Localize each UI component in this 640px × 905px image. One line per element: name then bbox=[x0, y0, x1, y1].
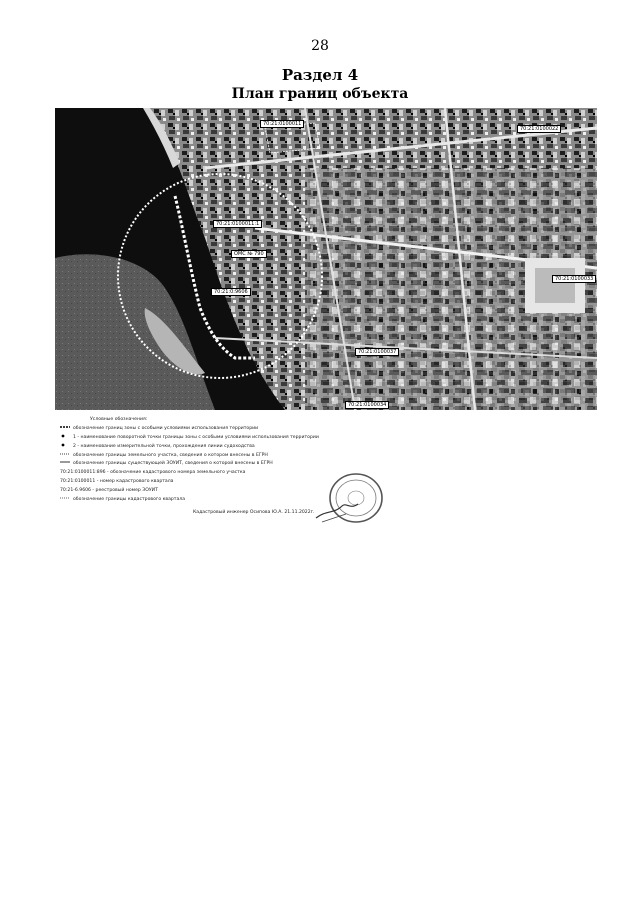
seal-stamp bbox=[312, 470, 384, 526]
legend-item: обозначение границы земельного участка, сведения о котором внесены в ЕГРН bbox=[60, 451, 360, 460]
parcel-boundary-icon bbox=[60, 452, 70, 460]
map-label: 70:21:0100022 bbox=[517, 125, 561, 133]
turning-point-icon bbox=[60, 434, 70, 442]
section-title: Раздел 4 bbox=[281, 66, 359, 84]
map-label: 70:21:0100011:1 bbox=[213, 220, 262, 228]
map-label: 70:21:0:9606 bbox=[211, 288, 251, 296]
quarter-boundary-icon bbox=[60, 496, 70, 504]
map-label: 70:21:0100033 bbox=[552, 275, 596, 283]
legend-item: обозначение границы кадастрового квартала bbox=[60, 495, 360, 504]
legend-item: 70:21:0100011 - номер кадастрового квартала bbox=[60, 478, 174, 484]
legend-item: 70:21:0100011:896 - обозначение кадастрового номера земельного участка bbox=[60, 470, 246, 476]
map-label: 70:21:0100011 bbox=[260, 120, 304, 128]
legend-item: 70:21-6.9606 - реестровый номер ЗОУИТ bbox=[60, 487, 158, 493]
map-label: ОМС № 790 bbox=[231, 250, 267, 258]
engineer-signature-line: Кадастровый инженер Осипова Ю.А. 21.11.2022г. bbox=[193, 510, 315, 515]
legend-item: обозначение границ зоны с особыми условиями использования территории bbox=[60, 425, 360, 434]
map-label: 70:21:0100037 bbox=[355, 348, 399, 356]
map-label: 70:21:0100034 bbox=[345, 401, 389, 409]
legend-item: обозначение границы существующей ЗОУИТ, сведения о которой внесены в ЕГРН bbox=[60, 460, 360, 469]
zone-boundary-icon bbox=[60, 425, 70, 433]
map-image bbox=[55, 108, 597, 410]
page-number: 28 bbox=[311, 38, 329, 54]
legend-item: 1 - наименование поворотной точки границы зоны с особыми условиями использования территории bbox=[60, 434, 360, 443]
boundary-map bbox=[55, 108, 597, 410]
section-subtitle: План границ объекта bbox=[231, 86, 409, 102]
measurement-point-icon bbox=[60, 443, 70, 451]
existing-zone-icon bbox=[60, 460, 70, 468]
legend-heading: Условные обозначения: bbox=[90, 417, 148, 423]
legend-item: 2 - наименование измерительной точки, прохождения линии судоходства bbox=[60, 442, 360, 451]
